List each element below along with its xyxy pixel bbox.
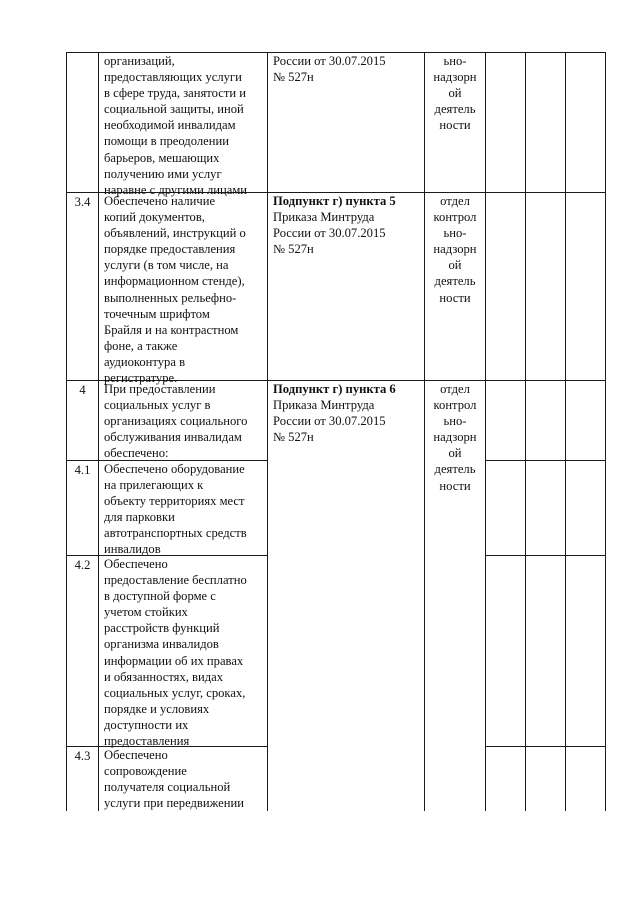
- reference-line: Приказа Минтруда: [273, 398, 375, 413]
- column-divider: [565, 52, 566, 811]
- column-divider: [485, 52, 486, 811]
- text-line: услуги (в том числе, на: [104, 258, 229, 273]
- reference-line: России от 30.07.2015: [273, 226, 386, 241]
- reference-line: России от 30.07.2015: [273, 54, 386, 68]
- requirement-text: [100, 556, 270, 749]
- text-line: выполненных рельефно-: [104, 290, 237, 305]
- department-line: ой: [448, 446, 462, 461]
- text-line: Обеспечено оборудование: [104, 462, 245, 476]
- responsible-department: [425, 53, 485, 133]
- text-line: Обеспечено наличие: [104, 194, 216, 208]
- text-line: в сфере труда, занятости и: [104, 86, 246, 101]
- department-line: контрол: [433, 210, 477, 225]
- reference-clause: Подпункт г) пункта 5: [273, 194, 396, 208]
- requirement-text: [100, 461, 270, 558]
- row-number: 3.4: [74, 195, 91, 209]
- reference-line: Приказа Минтруда: [273, 210, 375, 225]
- text-line: необходимой инвалидам: [104, 118, 236, 133]
- text-line: организаций,: [104, 54, 175, 68]
- department-line: ности: [439, 118, 471, 133]
- text-line: порядке предоставления: [104, 242, 236, 257]
- text-line: организма инвалидов: [104, 637, 219, 652]
- department-line: деятель: [434, 102, 476, 117]
- text-line: информации об их правах: [104, 653, 244, 668]
- department-line: ности: [439, 290, 471, 305]
- department-line: ьно-: [443, 54, 467, 68]
- row-number: 4.1: [74, 463, 91, 477]
- text-line: на прилегающих к: [104, 478, 204, 493]
- department-line: контрол: [433, 398, 477, 413]
- column-divider: [98, 52, 99, 811]
- column-divider: [525, 52, 526, 811]
- text-line: предоставляющих услуги: [104, 70, 242, 85]
- text-line: При предоставлении: [104, 382, 216, 396]
- department-line: надзорн: [433, 430, 477, 445]
- text-line: объекту территориях мест: [104, 494, 245, 509]
- reference-clause: Подпункт г) пункта 6: [273, 382, 396, 396]
- reference-line: № 527н: [273, 242, 314, 257]
- text-line: точечным шрифтом: [104, 306, 210, 321]
- row-divider: [485, 460, 606, 461]
- text-line: наравне с другими лицами: [104, 182, 248, 197]
- text-line: Обеспечено: [104, 748, 168, 762]
- text-line: предоставление бесплатно: [104, 573, 247, 588]
- row-number: 4.3: [74, 749, 91, 763]
- department-line: ьно-: [443, 226, 467, 241]
- text-line: сопровождение: [104, 764, 187, 779]
- text-line: социальных услуг в: [104, 398, 211, 413]
- row-divider: [485, 746, 606, 747]
- text-line: автотранспортных средств: [104, 526, 247, 541]
- legal-reference: [269, 381, 427, 445]
- responsible-department: [425, 381, 485, 494]
- text-line: объявлений, инструкций о: [104, 226, 246, 241]
- reference-line: № 527н: [273, 70, 314, 85]
- legal-reference: [269, 193, 427, 257]
- text-line: расстройств функций: [104, 621, 220, 636]
- text-line: организациях социального: [104, 414, 248, 429]
- row-number: 4.2: [74, 558, 91, 572]
- text-line: Брайля и на контрастном: [104, 322, 239, 337]
- requirement-text: [100, 193, 270, 386]
- text-line: получателя социальной: [104, 780, 231, 795]
- department-line: ой: [448, 86, 462, 101]
- text-line: обслуживания инвалидам: [104, 430, 242, 445]
- text-line: Обеспечено: [104, 557, 168, 571]
- text-line: регистратуре.: [104, 371, 178, 386]
- legal-reference: [269, 53, 427, 85]
- text-line: предоставления: [104, 734, 190, 749]
- text-line: информационном стенде),: [104, 274, 245, 289]
- text-line: обеспечено:: [104, 446, 169, 461]
- department-line: ьно-: [443, 414, 467, 429]
- text-line: доступности их: [104, 717, 189, 732]
- department-line: ой: [448, 258, 462, 273]
- department-line: отдел: [440, 194, 470, 208]
- reference-line: № 527н: [273, 430, 314, 445]
- text-line: фоне, а также: [104, 338, 178, 353]
- text-line: социальных услуг, сроках,: [104, 685, 246, 700]
- text-line: барьеров, мешающих: [104, 150, 220, 165]
- department-line: деятель: [434, 462, 476, 477]
- department-line: надзорн: [433, 70, 477, 85]
- text-line: порядке и условиях: [104, 701, 210, 716]
- row-divider: [485, 555, 606, 556]
- row-number: 4: [79, 383, 86, 397]
- requirement-text: [100, 381, 270, 461]
- department-line: ности: [439, 478, 471, 493]
- responsible-department: [425, 193, 485, 306]
- department-line: отдел: [440, 382, 470, 396]
- text-line: аудиоконтура в: [104, 354, 186, 369]
- text-line: помощи в преодолении: [104, 134, 229, 149]
- requirement-text: [100, 53, 270, 198]
- department-line: надзорн: [433, 242, 477, 257]
- table-border-right: [605, 52, 606, 811]
- requirement-text: [100, 747, 270, 811]
- text-line: и обязанностях, видах: [104, 669, 224, 684]
- text-line: копий документов,: [104, 210, 205, 225]
- text-line: инвалидов: [104, 542, 161, 557]
- reference-line: России от 30.07.2015: [273, 414, 386, 429]
- text-line: для парковки: [104, 510, 175, 525]
- department-line: деятель: [434, 274, 476, 289]
- text-line: получению ими услуг: [104, 166, 222, 181]
- text-line: в доступной форме с: [104, 589, 216, 604]
- text-line: социальной защиты, иной: [104, 102, 244, 117]
- text-line: услуги при передвижении: [104, 796, 244, 811]
- text-line: учетом стойких: [104, 605, 188, 620]
- table-border-left: [66, 52, 67, 811]
